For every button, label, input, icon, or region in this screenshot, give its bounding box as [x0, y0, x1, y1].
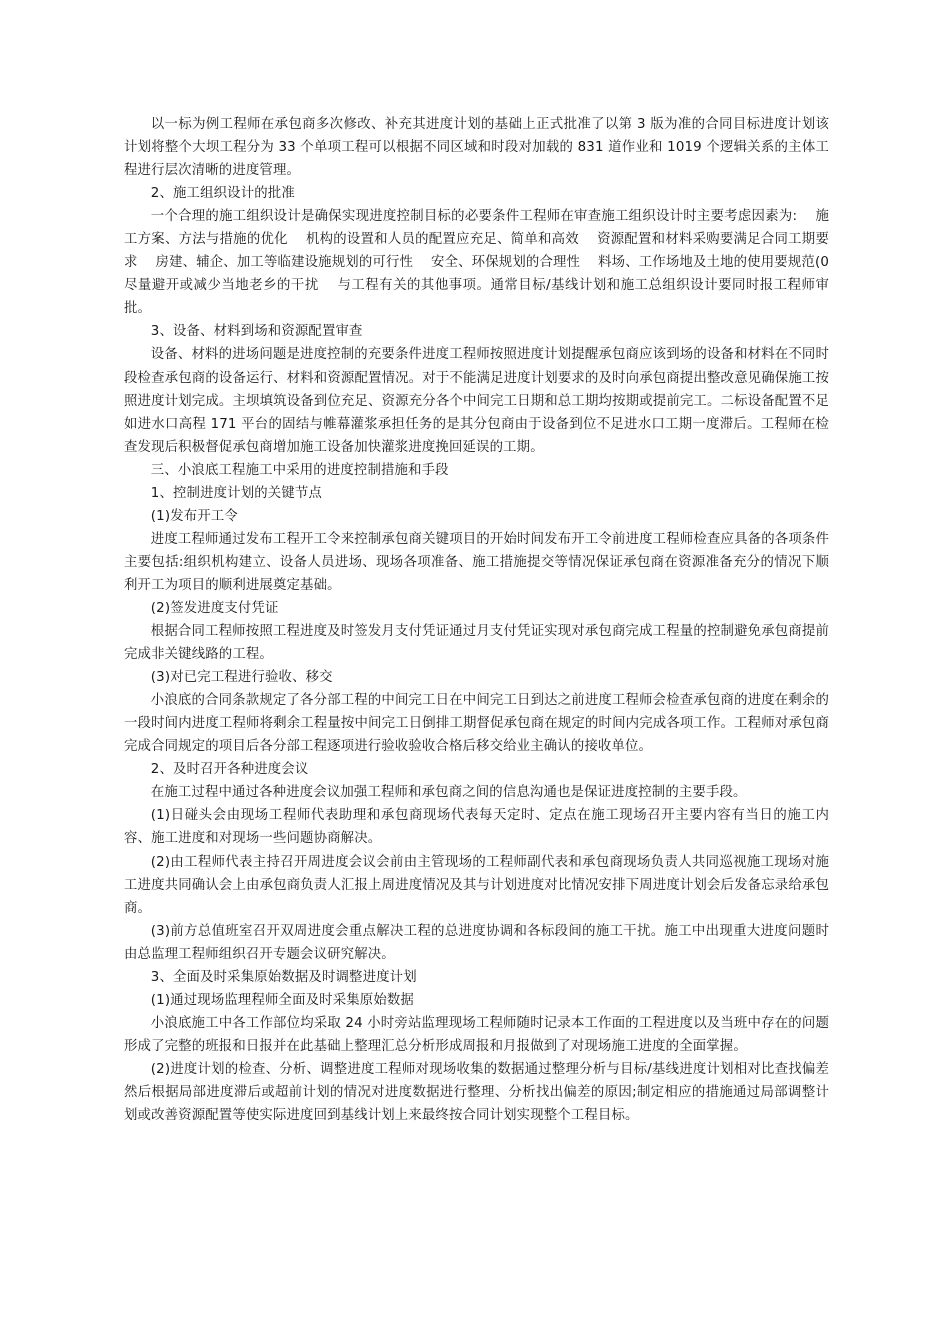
section-heading: 1、控制进度计划的关键节点	[150, 485, 322, 501]
subsection-heading: (2)签发进度支付凭证	[150, 600, 279, 616]
body-paragraph: 设备、材料的进场问题是进度控制的充要条件进度工程师按照进度计划提醒承包商应该到场的设备和材料在不同时段检查承包商的设备运行、材料和资源配置情况。对于不能满足进度计划要求的及时向承包商提出整改意见确保施工按照进度计划完成。主坝填筑设备到位充足、资源充分各个中间完工日期和总工期均按期或提前完工。二标设备配置不足如进水口高程 171 平台的固结与帷幕灌浆承担任务的是其分包商由于设备到位不足进水口工期一度滞后。工程师在检查发现后积极督促承包商增加施工设备加快灌浆进度挽回延误的工期。	[124, 347, 829, 455]
body-paragraph: 根据合同工程师按照工程进度及时签发月支付凭证通过月支付凭证实现对承包商完成工程量的控制避免承包商提前完成非关键线路的工程。	[124, 624, 829, 663]
body-paragraph: 小浪底的合同条款规定了各分部工程的中间完工日在中间完工日到达之前进度工程师会检查承包商的进度在剩余的一段时间内进度工程师将剩余工程量按中间完工日倒排工期督促承包商在规定的时间内完成各项工作。工程师对承包商完成合同规定的项目后各分部工程逐项进行验收验收合格后移交给业主确认的接收单位。	[124, 693, 829, 755]
document-page	[124, 113, 829, 1127]
section-heading: 2、施工组织设计的批准	[150, 186, 295, 202]
body-paragraph: 进度工程师通过发布工程开工令来控制承包商关键项目的开始时间发布开工令前进度工程师检查应具备的各项条件主要包括:组织机构建立、设备人员进场、现场各项准备、施工措施提交等情况保证承包商在资源准备充分的情况下顺利开工为项目的顺利进展奠定基础。	[124, 531, 829, 593]
section-heading: 3、设备、材料到场和资源配置审查	[150, 324, 363, 340]
body-paragraph: 以一标为例工程师在承包商多次修改、补充其进度计划的基础上正式批准了以第 3 版为准的合同目标进度计划该计划将整个大坝工程分为 33 个单项工程可以根据不同区域和时段对加载的 831 道作业和 1019 个逻辑关系的主体工程进行层次清晰的进度管理。	[124, 117, 829, 179]
body-paragraph: (3)前方总值班室召开双周进度会重点解决工程的总进度协调和各标段间的施工干扰。施工中出现重大进度问题时由总监理工程师组织召开专题会议研究解决。	[124, 923, 829, 962]
body-paragraph: (2)由工程师代表主持召开周进度会议会前由主管现场的工程师副代表和承包商现场负责人共同巡视施工现场对施工进度共同确认会上由承包商负责人汇报上周进度情况及其与计划进度对比情况安排下周进度计划会后发备忘录给承包商。	[124, 854, 829, 916]
section-heading: 3、全面及时采集原始数据及时调整进度计划	[150, 969, 417, 985]
subsection-heading: (1)发布开工令	[150, 508, 238, 524]
subsection-heading: (3)对已完工程进行验收、移交	[150, 670, 333, 686]
body-paragraph: 小浪底施工中各工作部位均采取 24 小时旁站监理现场工程师随时记录本工作面的工程进度以及当班中存在的问题形成了完整的班报和日报并在此基础上整理汇总分析形成周报和月报做到了对现场施工进度的全面掌握。	[124, 1015, 829, 1054]
body-paragraph: (1)日碰头会由现场工程师代表助理和承包商现场代表每天定时、定点在施工现场召开主要内容有当日的施工内容、施工进度和对现场一些问题协商解决。	[124, 808, 829, 847]
chapter-heading: 三、小浪底工程施工中采用的进度控制措施和手段	[150, 462, 449, 478]
body-paragraph: 在施工过程中通过各种进度会议加强工程师和承包商之间的信息沟通也是保证进度控制的主要手段。	[150, 785, 747, 801]
body-paragraph: (2)进度计划的检查、分析、调整进度工程师对现场收集的数据通过整理分析与目标/基线进度计划相对比查找偏差然后根据局部进度滞后或超前计划的情况对进度数据进行整理、分析找出偏差的原因;制定相应的措施通过局部调整计划或改善资源配置等使实际进度回到基线计划上来最终按合同计划实现整个工程目标。	[124, 1061, 829, 1124]
section-heading: 2、及时召开各种进度会议	[150, 762, 309, 778]
body-paragraph: 一个合理的施工组织设计是确保实现进度控制目标的必要条件工程师在审查施工组织设计时主要考虑因素为: 施工方案、方法与措施的优化 机构的设置和人员的配置应充足、简单和高效 资源配置和材料采购要满足合同工期要求 房建、辅企、加工等临建设施规划的可行性 安全、环保规划的合理性 料场、工作场地及土地的使用要规范(0 尽量避开或减少当地老乡的干扰 与工程有关的其他事项。通常目标/基线计划和施工总组织设计要同时报工程师审批。	[124, 209, 829, 317]
subsection-heading: (1)通过现场监理程师全面及时采集原始数据	[150, 992, 414, 1008]
